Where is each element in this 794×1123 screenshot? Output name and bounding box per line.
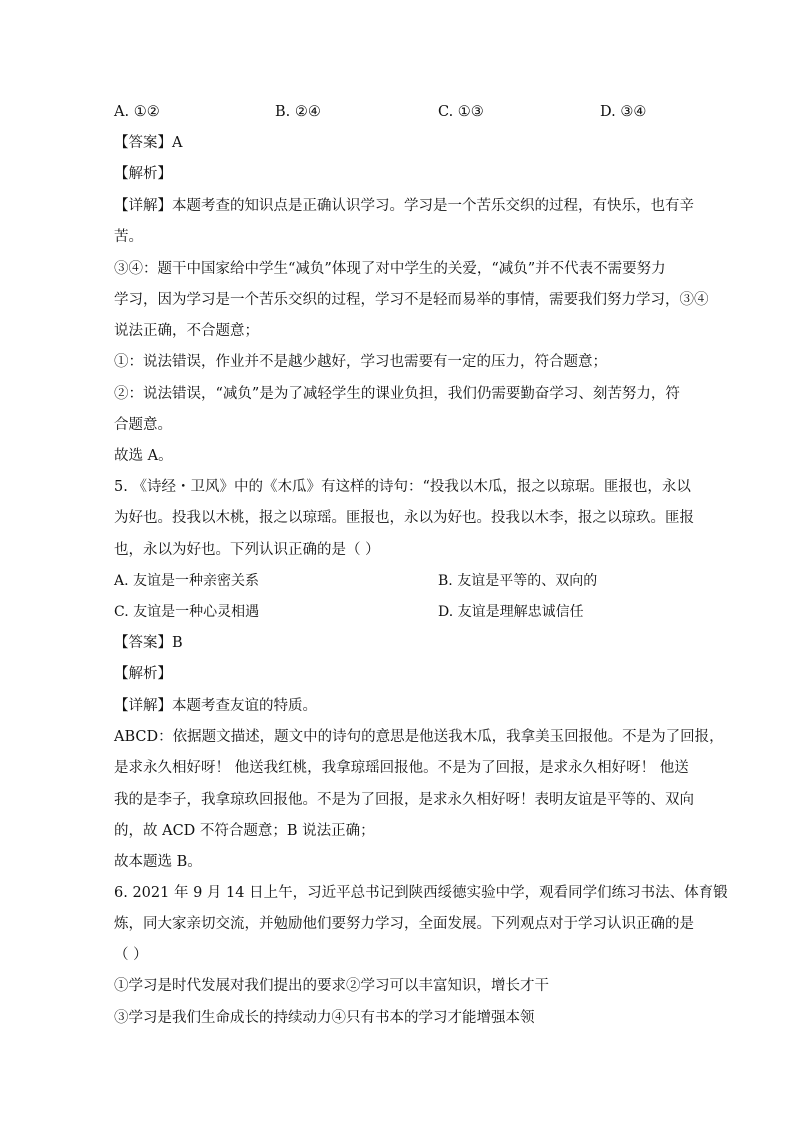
q4-detail-line: 故选 A。: [114, 448, 173, 464]
q5-option-b: B. 友谊是平等的、双向的: [438, 573, 598, 589]
q5-detail-line: ABCD：依据题文描述，题文中的诗句的意思是他送我木瓜，我拿美玉回报他。不是为了回报，: [114, 729, 724, 745]
q4-detail-line: 【详解】本题考查的知识点是正确认识学习。学习是一个苦乐交织的过程，有快乐，也有辛: [114, 198, 694, 214]
q6-statement-line: ③学习是我们生命成长的持续动力④只有书本的学习才能增强本领: [114, 1010, 535, 1026]
q4-detail-line: 合题意。: [114, 417, 172, 433]
q4-answer: 【答案】A: [114, 135, 183, 151]
q6-stem-line: （ ）: [114, 947, 148, 963]
q5-stem-line: 也，永以为好也。下列认识正确的是（ ）: [114, 542, 380, 558]
q5-analysis-label: 【解析】: [114, 666, 172, 682]
q4-option-c: C. ①③: [438, 104, 484, 120]
q5-answer: 【答案】B: [114, 635, 183, 651]
q5-detail-line: 的，故 ACD 不符合题意；B 说法正确；: [114, 823, 375, 839]
q4-option-a: A. ①②: [114, 104, 160, 120]
q5-option-d: D. 友谊是理解忠诚信任: [438, 604, 584, 620]
q5-option-c: C. 友谊是一种心灵相遇: [114, 604, 260, 620]
q5-detail-line: 是求永久相好呀！ 他送我红桃，我拿琼瑶回报他。不是为了回报，是求永久相好呀！ 他送: [114, 760, 689, 776]
q4-detail-line: 苦。: [114, 229, 143, 245]
q4-detail-line: ③④：题干中国家给中学生“减负”体现了对中学生的关爱，“减负”并不代表不需要努力: [114, 261, 666, 277]
q5-stem-line: 5. 《诗经・卫风》中的《木瓜》有这样的诗句：“投我以木瓜，报之以琼琚。匪报也，永以: [114, 479, 691, 495]
q5-detail-line: 故本题选 B。: [114, 854, 202, 870]
q4-option-b: B. ②④: [275, 104, 321, 120]
q5-option-a: A. 友谊是一种亲密关系: [114, 573, 260, 589]
q6-statement-line: ①学习是时代发展对我们提出的要求②学习可以丰富知识，增长才干: [114, 978, 549, 994]
q5-stem-line: 为好也。投我以木桃，报之以琼瑶。匪报也，永以为好也。投我以木李，报之以琼玖。匪报: [114, 510, 694, 526]
q4-detail-line: 学习，因为学习是一个苦乐交织的过程，学习不是轻而易举的事情，需要我们努力学习，③④: [114, 292, 709, 308]
q4-detail-line: ②：说法错误，“减负”是为了减轻学生的课业负担，我们仍需要勤奋学习、刻苦努力，符: [114, 386, 680, 402]
q4-option-d: D. ③④: [600, 104, 647, 120]
q4-analysis-label: 【解析】: [114, 166, 172, 182]
q6-stem-line: 炼，同大家亲切交流，并勉励他们要努力学习，全面发展。下列观点对于学习认识正确的是: [114, 916, 694, 932]
q5-detail-line: 我的是李子，我拿琼玖回报他。不是为了回报，是求永久相好呀！表明友谊是平等的、双向: [114, 792, 694, 808]
q5-detail-line: 【详解】本题考查友谊的特质。: [114, 698, 317, 714]
q4-detail-line: 说法正确，不合题意；: [114, 323, 259, 339]
q4-detail-line: ①：说法错误，作业并不是越少越好，学习也需要有一定的压力，符合题意；: [114, 354, 607, 370]
q6-stem-line: 6. 2021 年 9 月 14 日上午，习近平总书记到陕西绥德实验中学，观看同学们练习书法、体育锻: [114, 885, 728, 901]
